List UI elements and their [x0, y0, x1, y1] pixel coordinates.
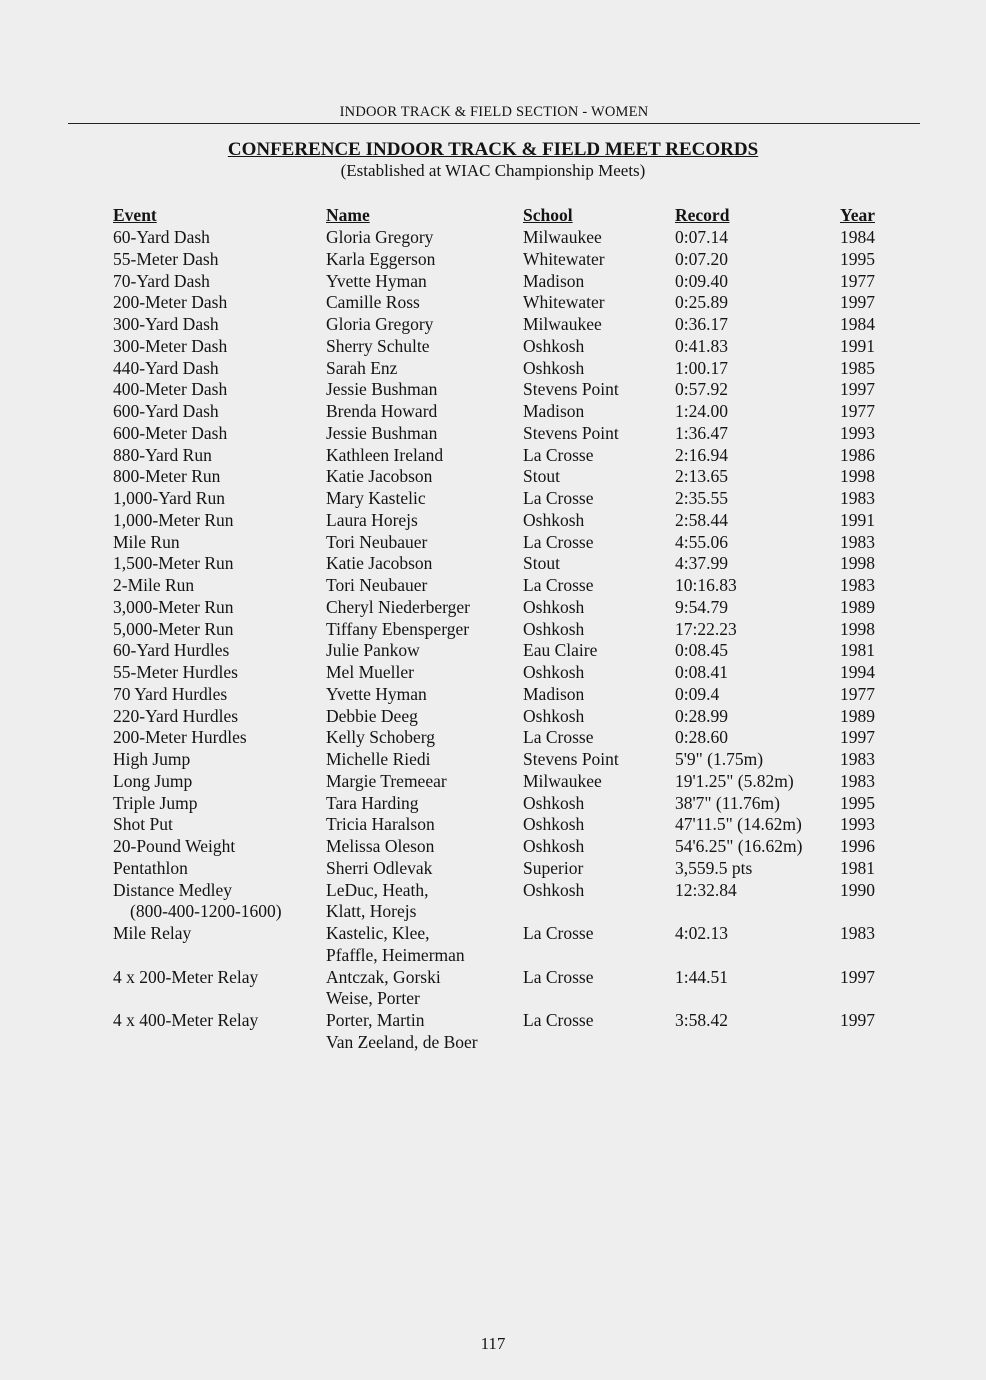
record-year: 1990 [840, 879, 875, 900]
record-mark: 0:09.40 [675, 270, 728, 291]
record-year: 1993 [840, 422, 875, 443]
record-school: Oshkosh [523, 618, 585, 639]
record-school: La Crosse [523, 727, 594, 748]
record-year: 1997 [840, 1010, 875, 1030]
record-mark: 0:25.89 [675, 292, 728, 313]
record-mark: 0:08.45 [675, 640, 728, 661]
record-event: Mile Run [113, 531, 180, 552]
record-event: 800-Meter Run [113, 466, 221, 487]
table-row [0, 879, 986, 901]
record-mark: 0:57.92 [675, 379, 728, 400]
table-row [0, 357, 986, 379]
record-event: 60-Yard Dash [113, 227, 210, 247]
record-year: 1997 [840, 379, 875, 400]
record-year: 1997 [840, 292, 875, 313]
record-name: Pfaffle, Heimerman [326, 944, 465, 965]
record-school: Oshkosh [523, 596, 585, 617]
table-row [0, 813, 986, 835]
record-mark: 1:36.47 [675, 422, 728, 443]
record-school: Stevens Point [523, 422, 619, 443]
record-name: Laura Horejs [326, 509, 418, 530]
record-event: 600-Meter Dash [113, 422, 228, 443]
record-event: 1,000-Meter Run [113, 509, 234, 530]
record-school: La Crosse [523, 531, 594, 552]
record-event: Long Jump [113, 770, 193, 791]
record-event: 20-Pound Weight [113, 836, 236, 856]
column-header-school: School [523, 205, 573, 225]
record-name: Kastelic, Klee, [326, 923, 430, 943]
record-school: Oshkosh [523, 814, 585, 835]
record-name: Julie Pankow [326, 640, 420, 661]
record-school: Oshkosh [523, 662, 585, 682]
table-row [0, 226, 986, 248]
table-row [0, 770, 986, 792]
record-mark: 19'1.25" (5.82m) [675, 770, 794, 791]
record-school: Oshkosh [523, 836, 585, 856]
table-row [0, 509, 986, 531]
record-year: 1977 [840, 401, 875, 421]
record-mark: 54'6.25" (16.62m) [675, 836, 803, 856]
record-mark: 4:37.99 [675, 553, 728, 574]
record-event: Mile Relay [113, 923, 192, 943]
record-year: 1997 [840, 727, 875, 748]
record-name: LeDuc, Heath, [326, 879, 429, 900]
record-year: 1994 [840, 662, 875, 682]
record-year: 1998 [840, 553, 875, 574]
record-mark: 38'7" (11.76m) [675, 792, 780, 813]
record-school: La Crosse [523, 1010, 594, 1030]
record-name: Camille Ross [326, 292, 420, 313]
record-event: High Jump [113, 749, 191, 769]
record-name: Kathleen Ireland [326, 444, 444, 465]
record-name: Yvette Hyman [326, 683, 427, 704]
table-row [0, 922, 986, 944]
record-year: 1983 [840, 531, 875, 552]
record-name: Antczak, Gorski [326, 966, 441, 987]
table-row [0, 966, 986, 988]
table-row [0, 944, 986, 966]
table-row [0, 1031, 986, 1053]
record-name: Kelly Schoberg [326, 727, 436, 748]
record-school: Stout [523, 553, 560, 574]
record-name: Katie Jacobson [326, 553, 433, 574]
record-mark: 3:58.42 [675, 1010, 728, 1030]
record-year: 1983 [840, 923, 875, 943]
page-title: CONFERENCE INDOOR TRACK & FIELD MEET RECORDS [227, 139, 759, 160]
column-header-record: Record [675, 205, 730, 225]
record-name: Klatt, Horejs [326, 901, 417, 922]
table-row [0, 335, 986, 357]
record-mark: 4:55.06 [675, 531, 728, 552]
record-mark: 0:28.60 [675, 727, 728, 748]
record-school: Milwaukee [523, 314, 602, 334]
table-row [0, 465, 986, 487]
record-name: Weise, Porter [326, 988, 420, 1009]
record-name: Gloria Gregory [326, 227, 434, 247]
record-mark: 5'9" (1.75m) [675, 749, 764, 769]
record-year: 1989 [840, 596, 875, 617]
record-event: 60-Yard Hurdles [113, 640, 230, 661]
record-year: 1981 [840, 857, 875, 878]
record-year: 1985 [840, 357, 875, 378]
record-school: Madison [523, 270, 585, 291]
record-name: Tara Harding [326, 792, 419, 813]
table-row [0, 618, 986, 640]
record-name: Melissa Oleson [326, 836, 435, 856]
record-event: Triple Jump [113, 792, 198, 813]
record-event: 4 x 200-Meter Relay [113, 966, 259, 987]
record-event: 880-Yard Run [113, 444, 212, 465]
record-event: (800-400-1200-1600) [130, 901, 282, 922]
table-row [0, 531, 986, 553]
record-event: 400-Meter Dash [113, 379, 228, 400]
record-event: 300-Meter Dash [113, 335, 228, 356]
record-mark: 2:35.55 [675, 488, 728, 508]
table-row [0, 574, 986, 596]
record-event: 1,000-Yard Run [113, 488, 225, 508]
record-school: Stout [523, 466, 560, 487]
column-header-year: Year [840, 205, 875, 225]
record-school: Superior [523, 857, 584, 878]
record-name: Tiffany Ebensperger [326, 618, 470, 639]
record-school: Stevens Point [523, 379, 619, 400]
record-school: Whitewater [523, 248, 605, 269]
record-year: 1984 [840, 227, 875, 247]
record-school: Oshkosh [523, 705, 585, 726]
record-name: Tricia Haralson [326, 814, 435, 835]
record-school: Milwaukee [523, 770, 602, 791]
table-row [0, 857, 986, 879]
record-year: 1981 [840, 640, 875, 661]
record-school: Madison [523, 401, 585, 421]
record-name: Debbie Deeg [326, 705, 418, 726]
table-row [0, 400, 986, 422]
record-mark: 4:02.13 [675, 923, 728, 943]
record-name: Tori Neubauer [326, 531, 428, 552]
record-event: 2-Mile Run [113, 575, 195, 595]
table-row [0, 792, 986, 814]
record-name: Margie Tremeear [326, 770, 447, 791]
table-row [0, 835, 986, 857]
record-event: Shot Put [113, 814, 173, 835]
record-school: Oshkosh [523, 357, 585, 378]
record-school: Milwaukee [523, 227, 602, 247]
record-name: Gloria Gregory [326, 314, 434, 334]
record-event: 220-Yard Hurdles [113, 705, 239, 726]
page-number: 117 [480, 1334, 506, 1353]
record-year: 1991 [840, 509, 875, 530]
table-row [0, 248, 986, 270]
record-name: Mary Kastelic [326, 488, 426, 508]
record-event: 55-Meter Hurdles [113, 662, 238, 682]
record-school: Stevens Point [523, 749, 619, 769]
record-year: 1997 [840, 966, 875, 987]
table-row [0, 313, 986, 335]
table-row [0, 270, 986, 292]
record-mark: 0:28.99 [675, 705, 728, 726]
record-mark: 12:32.84 [675, 879, 737, 900]
record-mark: 0:07.14 [675, 227, 728, 247]
record-name: Van Zeeland, de Boer [326, 1031, 478, 1052]
record-year: 1995 [840, 792, 875, 813]
table-row [0, 444, 986, 466]
record-event: Distance Medley [113, 879, 233, 900]
record-mark: 2:58.44 [675, 509, 728, 530]
table-row [0, 1009, 986, 1031]
record-mark: 17:22.23 [675, 618, 737, 639]
table-row [0, 683, 986, 705]
table-row [0, 987, 986, 1009]
record-event: 4 x 400-Meter Relay [113, 1010, 259, 1030]
record-name: Sarah Enz [326, 357, 398, 378]
record-year: 1989 [840, 705, 875, 726]
record-year: 1991 [840, 335, 875, 356]
record-school: Madison [523, 683, 585, 704]
record-name: Katie Jacobson [326, 466, 433, 487]
column-header-name: Name [326, 205, 370, 225]
record-event: 3,000-Meter Run [113, 596, 234, 617]
record-mark: 0:07.20 [675, 248, 728, 269]
table-row [0, 596, 986, 618]
record-name: Porter, Martin [326, 1010, 425, 1030]
record-event: Pentathlon [113, 857, 188, 878]
record-mark: 0:36.17 [675, 314, 728, 334]
record-year: 1993 [840, 814, 875, 835]
record-event: 200-Meter Hurdles [113, 727, 247, 748]
record-school: La Crosse [523, 575, 594, 595]
record-school: La Crosse [523, 444, 594, 465]
record-name: Jessie Bushman [326, 422, 438, 443]
column-header-row [0, 204, 986, 226]
record-mark: 9:54.79 [675, 596, 728, 617]
table-row [0, 422, 986, 444]
column-header-event: Event [113, 205, 157, 225]
record-event: 55-Meter Dash [113, 248, 219, 269]
table-row [0, 705, 986, 727]
record-year: 1977 [840, 683, 875, 704]
table-row [0, 639, 986, 661]
record-year: 1984 [840, 314, 875, 334]
table-row [0, 378, 986, 400]
record-school: Oshkosh [523, 335, 585, 356]
record-year: 1977 [840, 270, 875, 291]
table-row [0, 661, 986, 683]
record-mark: 2:16.94 [675, 444, 728, 465]
record-name: Yvette Hyman [326, 270, 427, 291]
table-row [0, 291, 986, 313]
record-year: 1996 [840, 836, 875, 856]
record-mark: 10:16.83 [675, 575, 737, 595]
record-school: Oshkosh [523, 509, 585, 530]
record-school: Whitewater [523, 292, 605, 313]
table-row [0, 487, 986, 509]
table-row [0, 726, 986, 748]
record-mark: 2:13.65 [675, 466, 728, 487]
record-name: Tori Neubauer [326, 575, 428, 595]
record-event: 70 Yard Hurdles [113, 683, 228, 704]
record-name: Cheryl Niederberger [326, 596, 470, 617]
table-row [0, 900, 986, 922]
record-school: Oshkosh [523, 879, 585, 900]
record-name: Mel Mueller [326, 662, 414, 682]
record-name: Sherri Odlevak [326, 857, 433, 878]
record-year: 1986 [840, 444, 875, 465]
record-school: La Crosse [523, 488, 594, 508]
record-event: 600-Yard Dash [113, 401, 219, 421]
record-event: 200-Meter Dash [113, 292, 228, 313]
record-event: 1,500-Meter Run [113, 553, 234, 574]
record-mark: 0:09.4 [675, 683, 720, 704]
record-name: Brenda Howard [326, 401, 438, 421]
record-name: Jessie Bushman [326, 379, 438, 400]
table-row [0, 552, 986, 574]
record-name: Sherry Schulte [326, 335, 430, 356]
record-school: Oshkosh [523, 792, 585, 813]
record-event: 70-Yard Dash [113, 270, 210, 291]
record-year: 1995 [840, 248, 875, 269]
record-year: 1983 [840, 575, 875, 595]
record-mark: 3,559.5 pts [675, 857, 753, 878]
record-year: 1983 [840, 749, 875, 769]
record-mark: 1:00.17 [675, 357, 728, 378]
record-mark: 0:08.41 [675, 662, 728, 682]
record-event: 300-Yard Dash [113, 314, 219, 334]
record-school: Eau Claire [523, 640, 598, 661]
record-name: Michelle Riedi [326, 749, 431, 769]
record-mark: 0:41.83 [675, 335, 728, 356]
record-mark: 1:24.00 [675, 401, 728, 421]
record-school: La Crosse [523, 966, 594, 987]
record-name: Karla Eggerson [326, 248, 436, 269]
record-year: 1983 [840, 770, 875, 791]
record-event: 5,000-Meter Run [113, 618, 234, 639]
table-row [0, 748, 986, 770]
section-header: INDOOR TRACK & FIELD SECTION - WOMEN [68, 104, 920, 124]
record-school: La Crosse [523, 923, 594, 943]
record-mark: 1:44.51 [675, 966, 728, 987]
record-year: 1998 [840, 618, 875, 639]
record-year: 1998 [840, 466, 875, 487]
record-year: 1983 [840, 488, 875, 508]
record-mark: 47'11.5" (14.62m) [675, 814, 802, 835]
page-subtitle: (Established at WIAC Championship Meets) [340, 161, 646, 180]
record-event: 440-Yard Dash [113, 357, 219, 378]
